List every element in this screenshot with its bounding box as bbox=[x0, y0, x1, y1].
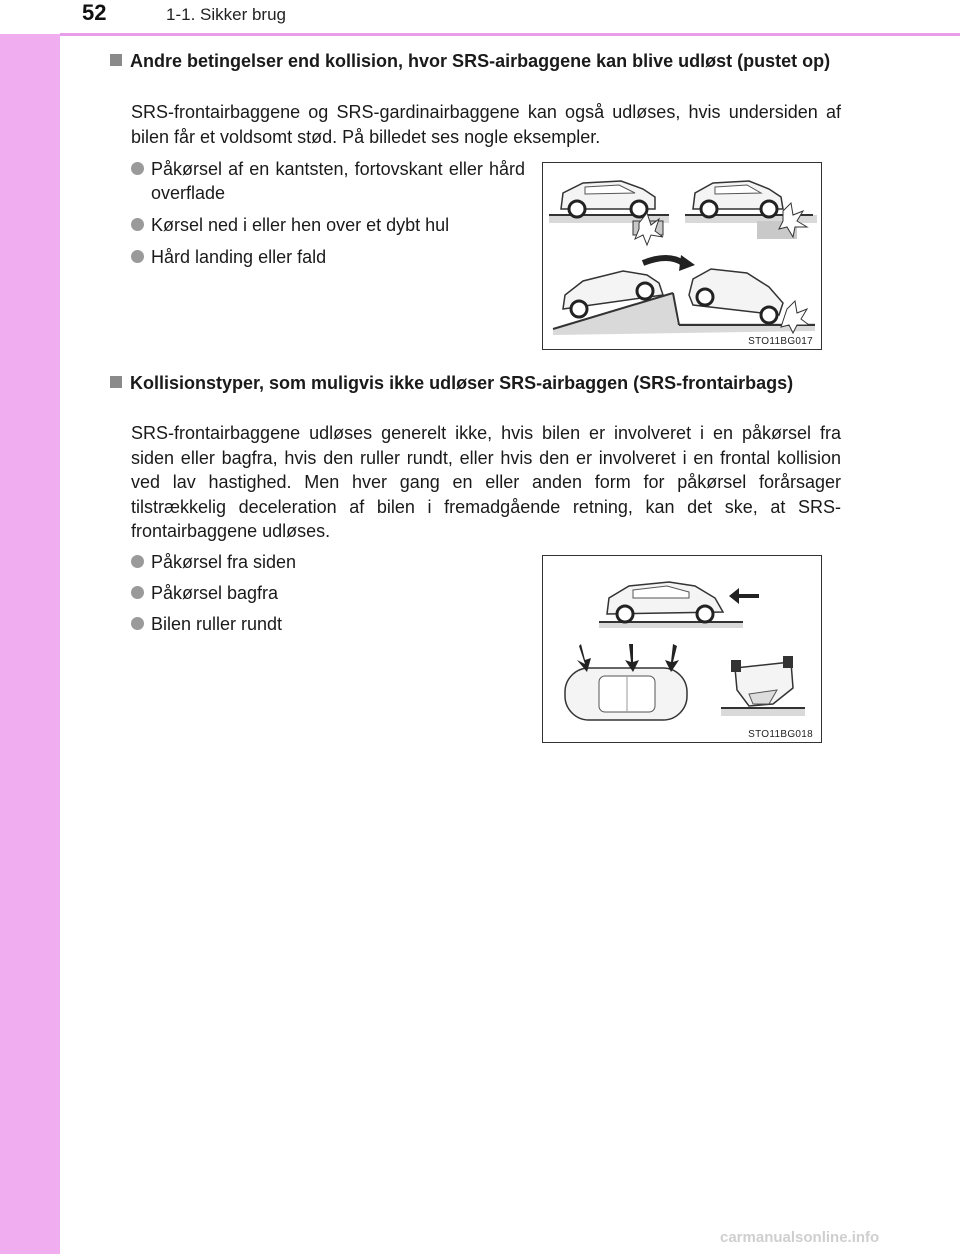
bullet-dot-icon bbox=[131, 617, 144, 630]
bullet-dot-icon bbox=[131, 586, 144, 599]
section1-title bbox=[110, 49, 850, 73]
section1-body: SRS-frontairbaggene og SRS-gardinairbaggene kan også udløses, hvis undersiden af bilen får et voldsomt stød. På billedet ses nogle eksempler. bbox=[131, 102, 841, 147]
section1-bullet-list bbox=[131, 157, 525, 269]
list-item-text: Hård landing eller fald bbox=[151, 247, 327, 267]
figure-collision-types-illustration bbox=[542, 555, 822, 743]
figure-code: STO11BG017 bbox=[748, 336, 813, 347]
list-item-text: Påkørsel bagfra bbox=[151, 583, 279, 603]
section2-title-text: Kollisionstyper, som muligvis ikke udløser SRS-airbaggen (SRS-frontairbags) bbox=[130, 373, 794, 393]
section2-body: SRS-frontairbaggene udløses generelt ikke, hvis bilen er involveret i en påkørsel fra siden eller bagfra, hvis den ruller rundt, eller hvis den er involveret i en frontal kollision ved lav hastighed. Men hver gang en eller anden form for påkørsel forårsager tilstrækkelig deceleration af bilen i fremadgående retning, kan det ske, at SRS-frontairbaggene udløses. bbox=[131, 423, 841, 541]
square-bullet-icon bbox=[110, 54, 122, 66]
figure-curb-and-drop-illustration bbox=[542, 162, 822, 350]
footer-watermark: carmanualsonline.info bbox=[720, 1229, 880, 1246]
car-impact-icon bbox=[543, 163, 823, 351]
bullet-dot-icon bbox=[131, 555, 144, 568]
header-band bbox=[0, 0, 960, 34]
list-item-text: Påkørsel fra siden bbox=[151, 552, 297, 572]
list-item bbox=[131, 550, 525, 574]
list-item bbox=[131, 612, 525, 636]
list-item-text: Kørsel ned i eller hen over et dybt hul bbox=[151, 215, 450, 235]
page-sidebar bbox=[0, 0, 60, 1254]
header-divider bbox=[60, 33, 960, 36]
list-item bbox=[131, 157, 525, 205]
list-item-text: Bilen ruller rundt bbox=[151, 614, 283, 634]
list-item-text: Påkørsel af en kantsten, fortovskant eller hård overflade bbox=[151, 159, 525, 203]
section2-bullet-list bbox=[131, 550, 525, 636]
square-bullet-icon bbox=[110, 376, 122, 388]
section2-title bbox=[110, 371, 850, 395]
bullet-dot-icon bbox=[131, 218, 144, 231]
chapter-title: 1-1. Sikker brug bbox=[166, 5, 286, 24]
section1-title-text: Andre betingelser end kollision, hvor SRS-airbaggene kan blive udløst (pustet op) bbox=[130, 51, 831, 71]
page-number: 52 bbox=[82, 0, 107, 25]
list-item bbox=[131, 213, 525, 237]
figure-code: STO11BG018 bbox=[748, 729, 813, 740]
list-item bbox=[131, 245, 525, 269]
collision-types-icon bbox=[543, 556, 823, 744]
bullet-dot-icon bbox=[131, 162, 144, 175]
list-item bbox=[131, 581, 525, 605]
bullet-dot-icon bbox=[131, 250, 144, 263]
